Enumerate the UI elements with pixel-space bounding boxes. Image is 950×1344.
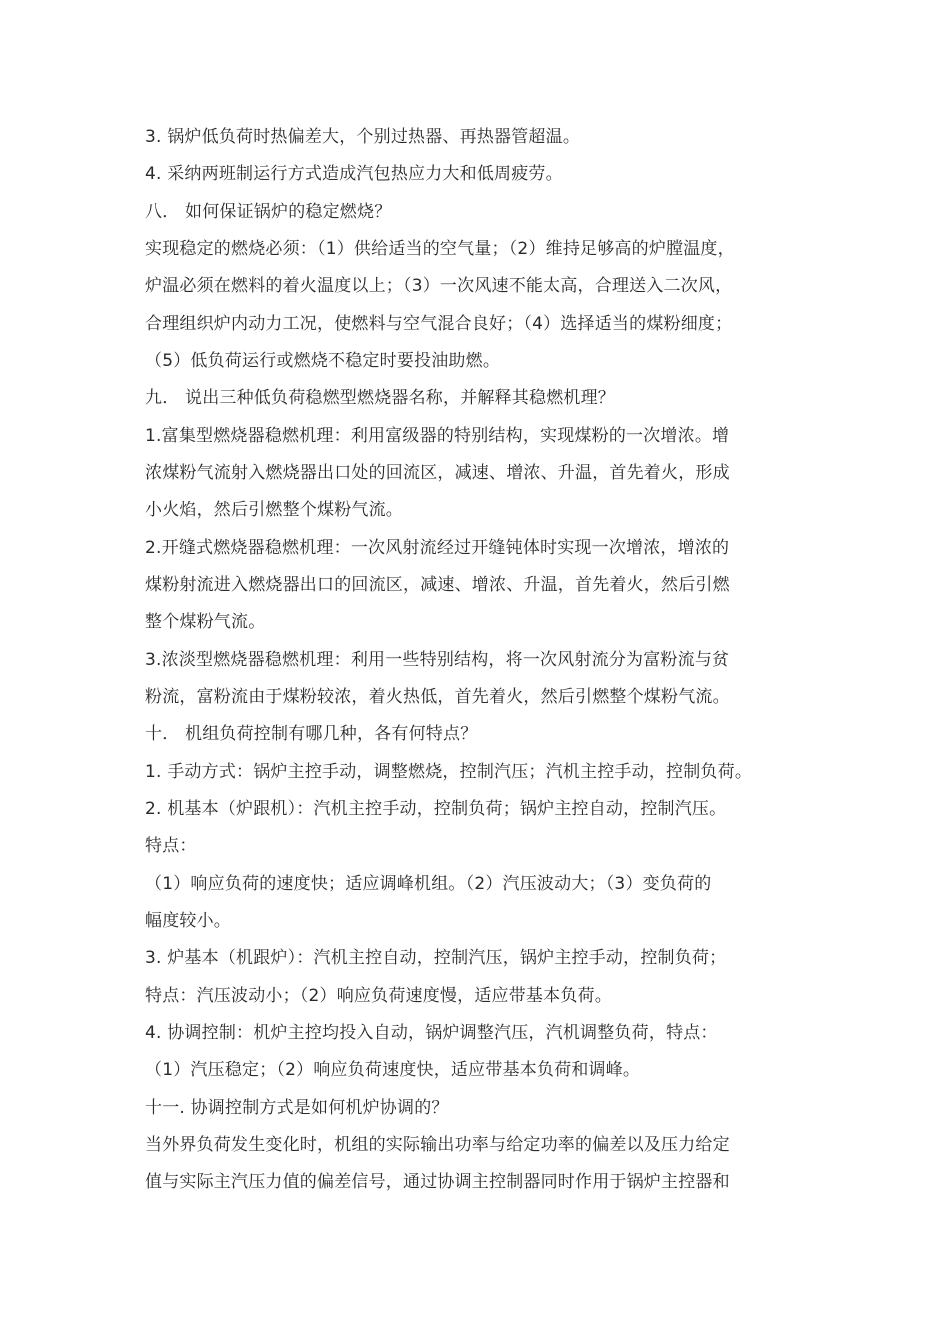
- text-line: 3. 锅炉低负荷时热偏差大，个别过热器、再热器管超温。: [145, 127, 581, 147]
- text-line: 实现稳定的燃烧必须：（1）供给适当的空气量；（2）维持足够高的炉膛温度，: [145, 239, 735, 259]
- text-line: 粉流，富粉流由于煤粉较浓，着火热低，首先着火，然后引燃整个煤粉气流。: [145, 687, 730, 707]
- section-heading: 十． 机组负荷控制有哪几种，各有何特点？: [145, 724, 478, 744]
- text-line: 幅度较小。: [145, 911, 231, 931]
- text-line: 浓煤粉气流射入燃烧器出口处的回流区，减速、增浓、升温，首先着火，形成: [145, 463, 730, 483]
- text-line: 合理组织炉内动力工况，使燃料与空气混合良好；（4）选择适当的煤粉细度；: [145, 314, 733, 334]
- text-line: 值与实际主汽压力值的偏差信号，通过协调主控制器同时作用于锅炉主控器和: [145, 1172, 730, 1192]
- text-line: 1.富集型燃烧器稳燃机理：利用富级器的特别结构，实现煤粉的一次增浓。增: [145, 426, 730, 446]
- text-line: 特点：: [145, 836, 197, 856]
- text-line: 特点：汽压波动小；（2）响应负荷速度慢，适应带基本负荷。: [145, 986, 612, 1006]
- text-line: 1. 手动方式：锅炉主控手动，调整燃烧，控制汽压；汽机主控手动，控制负荷。: [145, 762, 753, 782]
- section-heading: 十一. 协调控制方式是如何机炉协调的？: [145, 1098, 449, 1118]
- text-line: （1）响应负荷的速度快；适应调峰机组。（2）汽压波动大；（3）变负荷的: [145, 874, 712, 894]
- text-line: 2. 机基本（炉跟机）：汽机主控手动，控制负荷；锅炉主控自动，控制汽压。: [145, 799, 727, 819]
- text-line: （1）汽压稳定；（2）响应负荷速度快，适应带基本负荷和调峰。: [145, 1060, 641, 1080]
- text-line: 4. 协调控制：机炉主控均投入自动，锅炉调整汽压，汽机调整负荷，特点：: [145, 1023, 718, 1043]
- text-line: 小火焰，然后引燃整个煤粉气流。: [145, 500, 403, 520]
- text-line: 4. 采纳两班制运行方式造成汽包热应力大和低周疲劳。: [145, 164, 563, 184]
- text-line: 当外界负荷发生变化时，机组的实际输出功率与给定功率的偏差以及压力给定: [145, 1135, 730, 1155]
- text-line: 炉温必须在燃料的着火温度以上；（3）一次风速不能太高，合理送入二次风，: [145, 276, 733, 296]
- text-line: 煤粉射流进入燃烧器出口的回流区，减速、增浓、升温，首先着火，然后引燃: [145, 575, 730, 595]
- section-heading: 八． 如何保证锅炉的稳定燃烧？: [145, 202, 392, 222]
- text-line: （5）低负荷运行或燃烧不稳定时要投油助燃。: [145, 351, 501, 371]
- text-line: 2.开缝式燃烧器稳燃机理：一次风射流经过开缝钝体时实现一次增浓，增浓的: [145, 538, 730, 558]
- text-line: 3. 炉基本（机跟炉）：汽机主控自动，控制汽压，锅炉主控手动，控制负荷；: [145, 948, 727, 968]
- section-heading: 九． 说出三种低负荷稳燃型燃烧器名称，并解释其稳燃机理？: [145, 388, 616, 408]
- text-line: 3.浓淡型燃烧器稳燃机理：利用一些特别结构，将一次风射流分为富粉流与贫: [145, 650, 730, 670]
- text-line: 整个煤粉气流。: [145, 612, 266, 632]
